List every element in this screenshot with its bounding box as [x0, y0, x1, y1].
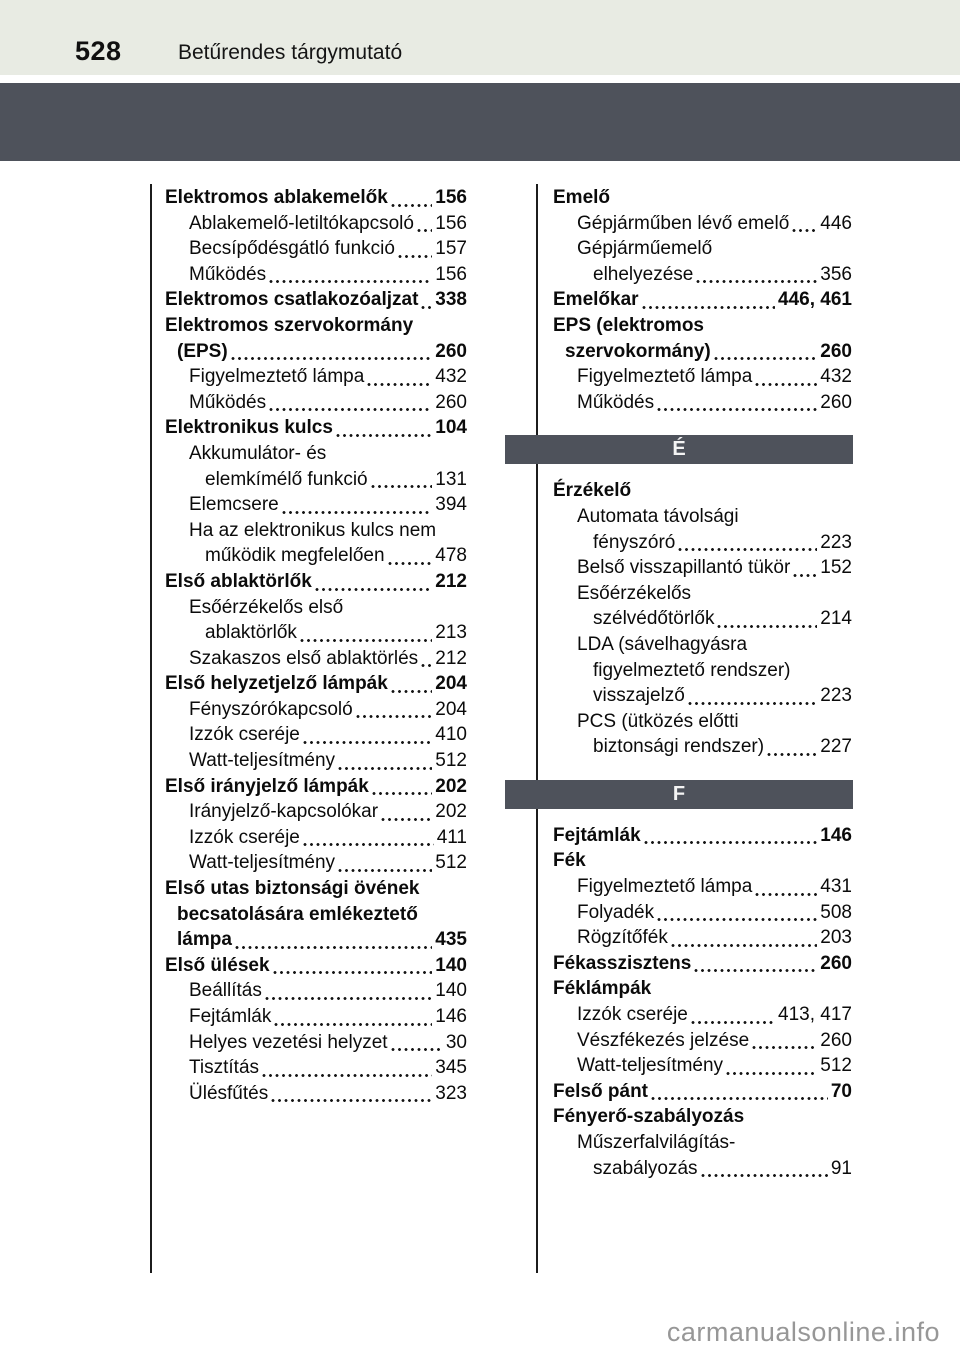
entry-text: működik megfelelően [205, 545, 385, 567]
index-entry-line [165, 978, 467, 1004]
page-reference: 140 [435, 980, 467, 1002]
index-entry-line [165, 1055, 467, 1081]
index-entry-line [553, 925, 852, 951]
index-entry-line [165, 646, 467, 672]
dot-leader [338, 868, 432, 873]
index-entry-line [165, 902, 467, 928]
dot-leader [265, 996, 432, 1001]
index-entry-line [165, 697, 467, 723]
dot-leader [391, 203, 432, 208]
dot-leader [282, 510, 433, 515]
page-reference: 204 [435, 698, 467, 720]
page-reference: 260 [435, 340, 467, 362]
page-reference: 213 [435, 622, 467, 644]
page-reference: 146 [820, 824, 852, 846]
dot-leader [688, 701, 817, 706]
dot-leader [752, 1045, 817, 1050]
entry-text: Figyelmeztető lámpa [577, 876, 753, 898]
page-reference: 260 [820, 391, 852, 413]
entry-text: Első ablaktörlők [165, 570, 312, 592]
dot-leader [381, 817, 432, 822]
index-entry-line [165, 953, 467, 979]
index-entry-line [165, 262, 467, 288]
page-number: 528 [75, 36, 122, 66]
entry-text: visszajelző [593, 685, 685, 707]
entry-text: Fejtámlák [553, 824, 641, 846]
index-entry-line [165, 185, 467, 211]
index-entry-line [553, 555, 852, 581]
page-reference: 260 [820, 952, 852, 974]
dot-leader [262, 1073, 432, 1078]
index-entry-line [553, 734, 852, 760]
index-entry-line [553, 632, 852, 658]
index-entry-line [165, 518, 467, 544]
page-reference: 435 [435, 929, 467, 951]
page-title: Betűrendes tárgymutató [178, 41, 403, 64]
page-reference: 140 [435, 954, 467, 976]
index-entry-line [553, 262, 852, 288]
dot-leader [391, 689, 432, 694]
index-entry-line [553, 1028, 852, 1054]
index-entry-line [553, 530, 852, 556]
page-reference: 512 [820, 1055, 852, 1077]
index-entry-line [553, 683, 852, 709]
index-entry-line [553, 313, 852, 339]
index-entry-line [553, 236, 852, 262]
page-reference: 512 [435, 852, 467, 874]
index-entry-line [553, 390, 852, 416]
entry-text: Emelő [553, 187, 611, 208]
index-entry-line [553, 211, 852, 237]
dot-leader [300, 638, 432, 643]
dot-leader [714, 356, 818, 361]
dot-leader [398, 254, 432, 259]
dot-leader [338, 766, 432, 771]
dot-leader [274, 1022, 432, 1027]
index-entry-line [553, 1079, 852, 1105]
entry-text: szabályozás [593, 1157, 698, 1179]
page-reference: 131 [435, 468, 467, 490]
entry-text: Első utas biztonsági övének [165, 878, 420, 900]
dot-leader [372, 791, 432, 796]
index-entry-line [553, 709, 852, 735]
entry-text: Helyes vezetési helyzet [189, 1031, 388, 1053]
entry-text: Ablakemelő-letiltókapcsoló [189, 212, 414, 234]
index-entry-line [165, 543, 467, 569]
dot-leader [793, 573, 817, 578]
entry-text: figyelmeztető rendszer) [593, 659, 791, 681]
dot-leader [315, 587, 433, 592]
index-entry-line [165, 876, 467, 902]
page-reference: 156 [435, 187, 467, 208]
dot-leader [303, 740, 432, 745]
index-entry-line [165, 722, 467, 748]
entry-text: Automata távolsági [577, 505, 739, 527]
entry-text: Elektromos csatlakozóaljzat [165, 289, 419, 311]
entry-text: Izzók cseréje [577, 1004, 688, 1026]
left-column-rule [150, 184, 152, 1273]
dot-leader [755, 892, 817, 897]
index-entry-line [553, 504, 852, 530]
page-reference: 212 [435, 647, 467, 669]
dot-leader [269, 279, 432, 284]
entry-text: Elektromos szervokormány [165, 314, 414, 336]
entry-text: Első ülések [165, 954, 270, 976]
entry-text: Gépjárműemelő [577, 238, 713, 260]
entry-text: Szakaszos első ablaktörlés [189, 647, 419, 669]
index-entry-line [165, 339, 467, 365]
dot-leader [336, 433, 432, 438]
page-reference: 156 [435, 212, 467, 234]
page-reference: 91 [830, 1157, 852, 1179]
page-reference: 156 [435, 263, 467, 285]
dot-leader [421, 305, 432, 310]
dot-leader [269, 407, 432, 412]
dot-leader [388, 561, 433, 566]
dot-leader [671, 943, 817, 948]
index-entry-line [553, 185, 852, 211]
entry-text: Watt-teljesítmény [577, 1055, 724, 1077]
index-entry-line [553, 951, 852, 977]
entry-text: Érzékelő [553, 480, 632, 502]
page-reference: 432 [820, 366, 852, 388]
index-entry-line [553, 287, 852, 313]
dot-leader [691, 1020, 775, 1025]
dot-leader [391, 1047, 443, 1052]
entry-text: elhelyezése [593, 263, 694, 285]
dot-leader [271, 1098, 432, 1103]
entry-text: Becsípődésgátló funkció [189, 238, 395, 260]
index-entry-line [165, 441, 467, 467]
index-entry-line [553, 1130, 852, 1156]
entry-text: Izzók cseréje [189, 724, 300, 746]
index-entry-line [553, 1104, 852, 1130]
page-reference: 202 [435, 775, 467, 797]
right-column-rule [536, 184, 538, 1273]
entry-text: Esőérzékelős első [189, 596, 344, 618]
index-entry-line [165, 211, 467, 237]
index-entry-line [165, 774, 467, 800]
entry-text: Akkumulátor- és [189, 442, 327, 464]
index-column-left [165, 185, 467, 1106]
page-reference: 356 [820, 263, 852, 285]
page-reference: 260 [820, 1029, 852, 1051]
page-reference: 323 [435, 1082, 467, 1104]
index-entry-line [165, 364, 467, 390]
dot-leader [417, 228, 432, 233]
page-reference: 104 [435, 417, 467, 439]
page-reference: 411 [436, 826, 467, 848]
index-entry-line [165, 1030, 467, 1056]
dot-leader [235, 945, 432, 950]
page-reference: 146 [435, 1006, 467, 1027]
index-entry-line [165, 595, 467, 621]
entry-text: Működés [189, 391, 267, 413]
index-entry-line [553, 581, 852, 607]
index-entry-line [165, 825, 467, 851]
entry-text: Fék [553, 850, 586, 872]
entry-text: Tisztítás [189, 1057, 260, 1079]
index-entry-line [553, 658, 852, 684]
entry-text: Emelőkar [553, 289, 639, 311]
entry-text: szélvédőtörlők [593, 608, 715, 630]
page-reference: 410 [435, 724, 467, 746]
page-reference: 157 [435, 238, 467, 260]
index-entry-line [165, 467, 467, 493]
entry-text: Elemcsere [189, 494, 279, 516]
index-entry-line [553, 823, 852, 849]
page-reference: 394 [435, 494, 467, 516]
entry-text: Gépjárműben lévő emelő [577, 212, 790, 234]
entry-text: Elektronikus kulcs [165, 417, 333, 439]
index-column-right [553, 185, 852, 1181]
entry-text: szervokormány) [565, 340, 711, 362]
entry-text: Ha az elektronikus kulcs nem [189, 519, 437, 541]
entry-text: elemkímélő funkció [205, 468, 368, 490]
section-bar-e: É [505, 435, 853, 464]
index-entry-line [165, 850, 467, 876]
page-reference: 30 [445, 1031, 467, 1053]
dot-leader [701, 1173, 828, 1178]
page-header [0, 0, 960, 75]
page-reference: 214 [820, 608, 852, 630]
entry-text: EPS (elektromos [553, 314, 704, 336]
entry-text: Esőérzékelős [577, 582, 692, 604]
index-entry-line [553, 1156, 852, 1182]
page-reference: 338 [435, 289, 467, 311]
entry-text: (EPS) [177, 340, 228, 362]
entry-text: Műszerfalvilágítás- [577, 1132, 736, 1153]
index-entry-line [165, 748, 467, 774]
index-entry-line [553, 339, 852, 365]
index-entry-line [165, 620, 467, 646]
entry-text: Izzók cseréje [189, 826, 300, 848]
dot-leader [651, 1096, 828, 1101]
dot-leader [303, 842, 434, 847]
index-entry-line [553, 900, 852, 926]
entry-text: Figyelmeztető lámpa [577, 366, 753, 388]
index-entry-line [165, 1081, 467, 1107]
entry-text: fényszóró [593, 531, 676, 553]
page-reference: 152 [820, 557, 852, 579]
page-reference: 223 [820, 685, 852, 707]
page-reference: 446, 461 [778, 289, 852, 311]
index-entry-line [553, 1002, 852, 1028]
page-reference: 227 [820, 736, 852, 758]
entry-text: Első irányjelző lámpák [165, 775, 369, 797]
entry-text: Elektromos ablakemelők [165, 187, 388, 208]
page-reference: 204 [435, 673, 467, 695]
dot-leader [421, 663, 432, 668]
index-entry-line [553, 364, 852, 390]
index-entry-line [165, 1004, 467, 1030]
dot-leader [642, 305, 775, 310]
entry-text: Watt-teljesítmény [189, 750, 336, 772]
dot-leader [792, 228, 817, 233]
chapter-band [0, 83, 960, 161]
entry-text: Watt-teljesítmény [189, 852, 336, 874]
dot-leader [678, 547, 817, 552]
index-entry-line [165, 927, 467, 953]
entry-text: Felső pánt [553, 1080, 649, 1102]
index-entry-line [165, 492, 467, 518]
dot-leader [717, 624, 817, 629]
dot-leader [767, 752, 817, 757]
index-entry-line [165, 313, 467, 339]
index-entry-line [553, 976, 852, 1002]
page-reference: 212 [435, 570, 467, 592]
page-reference: 512 [435, 750, 467, 772]
page-reference: 223 [820, 531, 852, 553]
dot-leader [356, 714, 433, 719]
watermark: carmanualsonline.info [666, 1317, 940, 1347]
entry-text: lámpa [177, 929, 232, 951]
index-entry-line [165, 569, 467, 595]
entry-text: Vészfékezés jelzése [577, 1029, 750, 1051]
page-reference: 345 [435, 1057, 467, 1079]
entry-text: biztonsági rendszer) [593, 736, 765, 758]
page-reference: 203 [820, 927, 852, 949]
index-entry-line [553, 606, 852, 632]
dot-leader [694, 968, 817, 973]
dot-leader [696, 279, 817, 284]
index-entry-line [165, 671, 467, 697]
page-reference: 446 [820, 212, 852, 234]
index-entry-line [165, 415, 467, 441]
dot-leader [657, 917, 817, 922]
entry-text: PCS (ütközés előtti [577, 710, 739, 732]
entry-text: LDA (sávelhagyásra [577, 633, 748, 655]
dot-leader [367, 382, 432, 387]
dot-leader [231, 356, 433, 361]
page-reference: 478 [435, 545, 467, 567]
entry-text: Ülésfűtés [189, 1082, 269, 1104]
dot-leader [755, 382, 817, 387]
entry-text: Fényszórókapcsoló [189, 698, 353, 720]
page-reference: 260 [435, 391, 467, 413]
entry-text: Fejtámlák [189, 1006, 272, 1027]
index-entry-line [165, 390, 467, 416]
page-reference: 431 [820, 876, 852, 898]
entry-text: Irányjelző-kapcsolókar [189, 801, 379, 823]
entry-text: Beállítás [189, 980, 262, 1002]
entry-text: Működés [189, 263, 267, 285]
index-entry-line [553, 874, 852, 900]
page-reference: 202 [435, 801, 467, 823]
entry-text: Fékasszisztens [553, 952, 692, 974]
entry-text: Belső visszapillantó tükör [577, 557, 791, 579]
index-entry-line [553, 478, 852, 504]
entry-text: Féklámpák [553, 978, 652, 1000]
dot-leader [644, 840, 818, 845]
page-reference: 70 [830, 1080, 852, 1102]
entry-text: becsatolására emlékeztető [177, 903, 418, 925]
dot-leader [726, 1071, 817, 1076]
page-reference: 508 [820, 901, 852, 923]
entry-text: ablaktörlők [205, 622, 297, 644]
entry-text: Figyelmeztető lámpa [189, 366, 365, 388]
index-entry-line [165, 799, 467, 825]
index-entry-line [165, 287, 467, 313]
dot-leader [371, 484, 433, 489]
dot-leader [273, 970, 433, 975]
page-reference: 413, 417 [778, 1004, 852, 1026]
index-entry-line [165, 236, 467, 262]
entry-text: Első helyzetjelző lámpák [165, 673, 388, 695]
dot-leader [657, 407, 817, 412]
page-reference: 432 [435, 366, 467, 388]
entry-text: Fényerő-szabályozás [553, 1106, 745, 1128]
entry-text: Folyadék [577, 901, 655, 923]
entry-text: Rögzítőfék [577, 927, 668, 949]
index-entry-line [553, 1053, 852, 1079]
page-reference: 260 [820, 340, 852, 362]
index-entry-line [553, 848, 852, 874]
section-bar-f: F [505, 780, 853, 809]
entry-text: Működés [577, 391, 655, 413]
